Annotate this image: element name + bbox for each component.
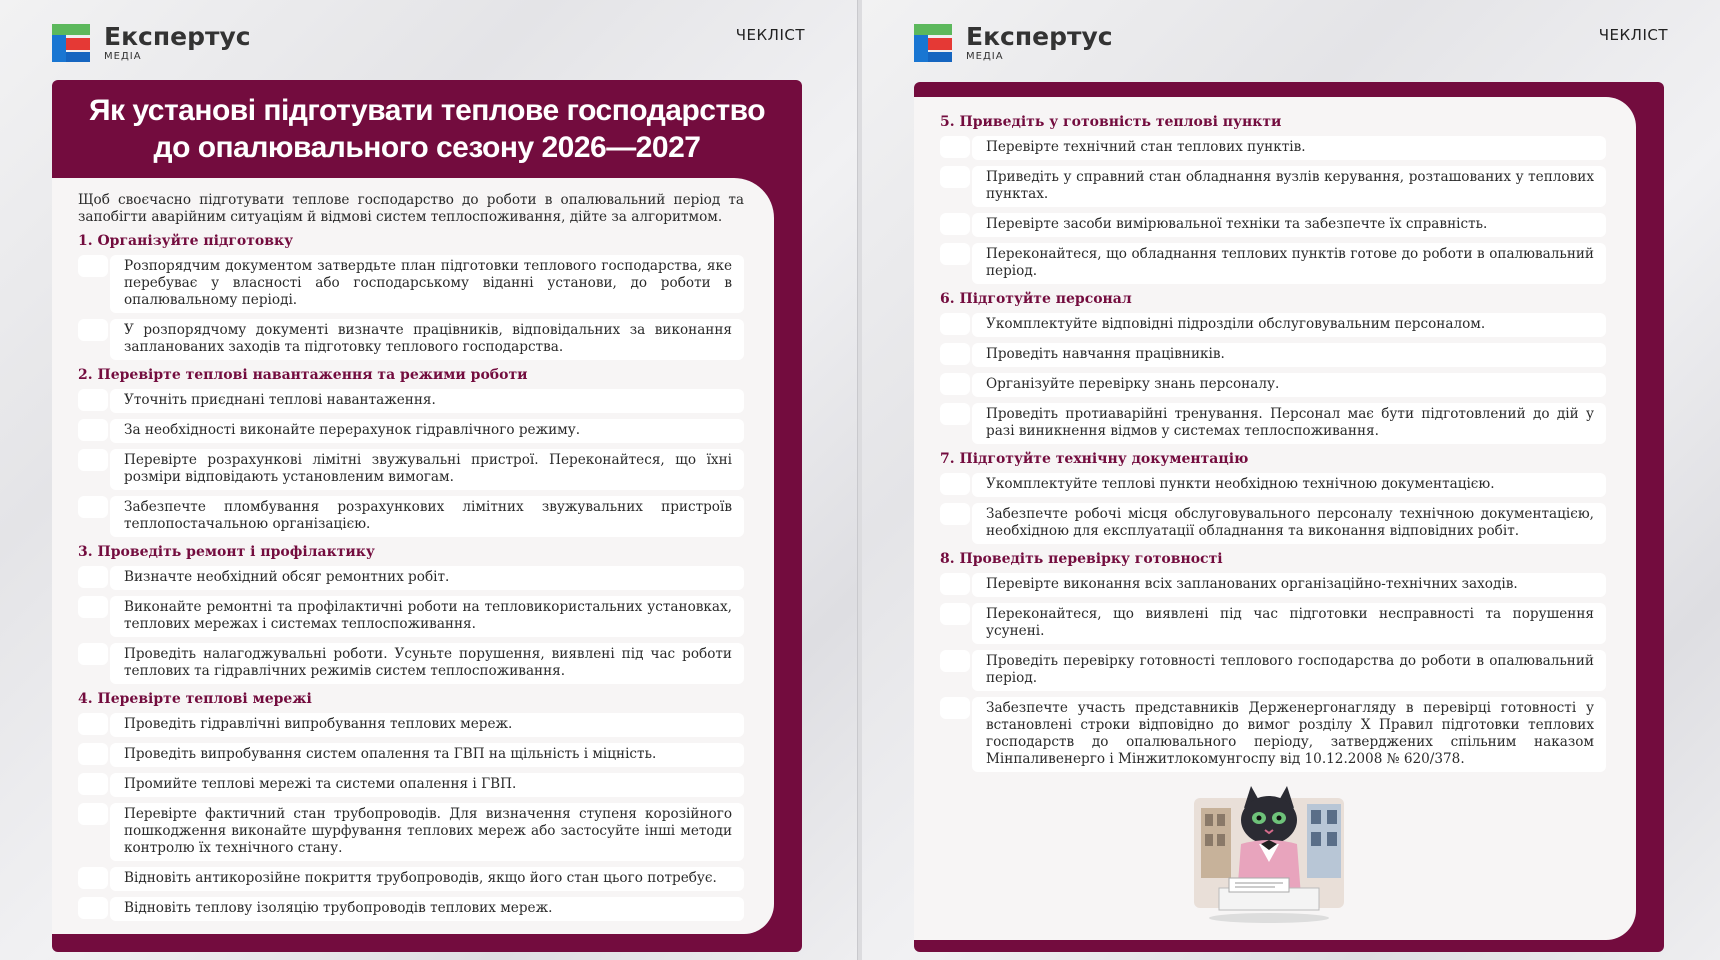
checklist-body [914, 97, 1636, 940]
checklist-item [78, 319, 744, 360]
checklist-label: ЧЕКЛІСТ [735, 26, 805, 44]
checklist-item-text: Забезпечте пломбування розрахункових лімітних звужувальних пристроїв теплопостачальною організацією. [110, 496, 744, 537]
checklist-item [940, 213, 1606, 237]
checkbox[interactable] [940, 650, 970, 672]
checklist-item [78, 803, 744, 861]
checklist-item-text: Визначте необхідний обсяг ремонтних робіт. [110, 566, 744, 590]
checklist-item [940, 473, 1606, 497]
checklist-card [914, 82, 1664, 952]
checkbox[interactable] [940, 603, 970, 625]
checklist-item-text: Уточніть приєднані теплові навантаження. [110, 389, 744, 413]
checklist-item [940, 166, 1606, 207]
checkbox[interactable] [78, 773, 108, 795]
checklist-content [78, 192, 744, 927]
page-left [0, 0, 858, 960]
checklist-item-text: Перевірте засоби вимірювальної техніки та забезпечте їх справність. [972, 213, 1606, 237]
checklist-item [78, 643, 744, 684]
checklist-item-text: Забезпечте участь представників Держенергонагляду в перевірці готовності у встановлені строки відповідно до вимог розділу X Правил підготовки теплових господарств до опалювального періоду, затверджених спільним наказом Мінпаливенерго і Мінжитлокомунгоспу від 10.12.2008 № 620/378. [972, 697, 1606, 772]
checklist-label: ЧЕКЛІСТ [1598, 26, 1668, 44]
page-right [862, 0, 1720, 960]
checklist-item [940, 573, 1606, 597]
brand-logo[interactable] [52, 24, 251, 62]
page-header [52, 20, 805, 68]
checklist-item-text: Проведіть гідравлічні випробування теплових мереж. [110, 713, 744, 737]
cat-accountant-illustration [1189, 778, 1349, 928]
checklist-item [940, 697, 1606, 772]
section-heading: 8. Проведіть перевірку готовності [940, 551, 1223, 567]
brand-sub: МЕДІА [966, 51, 1004, 62]
checkbox[interactable] [940, 166, 970, 188]
checklist-item-text: Відновіть антикорозійне покриття трубопроводів, якщо його стан цього потребує. [110, 867, 744, 891]
checkbox[interactable] [78, 319, 108, 341]
checklist-item-text: Перевірте фактичний стан трубопроводів. Для визначення ступеня корозійного пошкодження виконайте шурфування теплових мереж або застосуйте інші методи контролю їх технічного стану. [110, 803, 744, 861]
checklist-item-text: Укомплектуйте відповідні підрозділи обслуговувальним персоналом. [972, 313, 1606, 337]
brand-name: Експертус [966, 22, 1113, 51]
checklist-item-text: Організуйте перевірку знань персоналу. [972, 373, 1606, 397]
brand-name: Експертус [104, 22, 251, 51]
logo-mark-icon [52, 24, 90, 62]
checklist-item [78, 496, 744, 537]
checkbox[interactable] [940, 313, 970, 335]
checkbox[interactable] [78, 596, 108, 618]
checkbox[interactable] [78, 713, 108, 735]
section-heading: 4. Перевірте теплові мережі [78, 691, 312, 707]
checkbox[interactable] [940, 343, 970, 365]
section-heading: 3. Проведіть ремонт і профілактику [78, 544, 375, 560]
checklist-item-text: Переконайтеся, що обладнання теплових пунктів готове до роботи в опалювальний період. [972, 243, 1606, 284]
checklist-item-text: У розпорядчому документі визначте працівників, відповідальних за виконання запланованих заходів та підготовку теплового господарства. [110, 319, 744, 360]
checklist-item [940, 313, 1606, 337]
brand-sub: МЕДІА [104, 51, 142, 62]
checkbox[interactable] [940, 503, 970, 525]
section-heading: 6. Підготуйте персонал [940, 291, 1132, 307]
checklist-item-text: Промийте теплові мережі та системи опалення і ГВП. [110, 773, 744, 797]
checklist-item [940, 603, 1606, 644]
checklist-item [940, 136, 1606, 160]
checklist-item [78, 867, 744, 891]
checklist-item-text: Приведіть у справний стан обладнання вузлів керування, розташованих у теплових пунктах. [972, 166, 1606, 207]
checkbox[interactable] [940, 213, 970, 235]
section-heading: 5. Приведіть у готовність теплові пункти [940, 114, 1282, 130]
title-line-2: до опалювального сезону 2026—2027 [153, 131, 701, 164]
checklist-card [52, 80, 802, 952]
checkbox[interactable] [940, 373, 970, 395]
checklist-item [78, 897, 744, 921]
checklist-item [940, 650, 1606, 691]
checklist-item-text: Проведіть перевірку готовності теплового господарства до роботи в опалювальний період. [972, 650, 1606, 691]
checklist-item [940, 343, 1606, 367]
checklist-item-text: Виконайте ремонтні та профілактичні роботи на тепловикористальних установках, теплових мережах і системах теплоспоживання. [110, 596, 744, 637]
checklist-item [940, 243, 1606, 284]
checklist-item [78, 389, 744, 413]
checkbox[interactable] [940, 573, 970, 595]
checklist-item-text: Перевірте виконання всіх запланованих організаційно-технічних заходів. [972, 573, 1606, 597]
checklist-item [940, 503, 1606, 544]
checklist-item-text: Проведіть випробування систем опалення та ГВП на щільність і міцність. [110, 743, 744, 767]
checklist-item [78, 773, 744, 797]
checkbox[interactable] [940, 403, 970, 425]
section-heading: 2. Перевірте теплові навантаження та режими роботи [78, 367, 528, 383]
checklist-body [52, 178, 774, 934]
checklist-item [78, 449, 744, 490]
checklist-item [940, 403, 1606, 444]
checklist-item [78, 419, 744, 443]
checklist-item [78, 743, 744, 767]
brand-logo[interactable] [914, 24, 1113, 62]
checklist-item-text: Переконайтеся, що виявлені під час підготовки несправності та порушення усунені. [972, 603, 1606, 644]
checkbox[interactable] [940, 473, 970, 495]
section-heading: 7. Підготуйте технічну документацію [940, 451, 1249, 467]
checklist-item-text: Перевірте технічний стан теплових пунктів. [972, 136, 1606, 160]
checkbox[interactable] [940, 136, 970, 158]
checklist-item-text: Проведіть налагоджувальні роботи. Усуньте порушення, виявлені під час роботи теплових та гідравлічних режимів систем теплоспоживання. [110, 643, 744, 684]
checkbox[interactable] [78, 255, 108, 277]
checklist-item-text: Укомплектуйте теплові пункти необхідною технічною документацією. [972, 473, 1606, 497]
checkbox[interactable] [78, 643, 108, 665]
checklist-item [78, 713, 744, 737]
checkbox[interactable] [940, 243, 970, 265]
section-heading: 1. Організуйте підготовку [78, 233, 294, 249]
checklist-item-text: Відновіть теплову ізоляцію трубопроводів теплових мереж. [110, 897, 744, 921]
title-line-1: Як установі підготувати теплове господарство [88, 94, 766, 127]
checkbox[interactable] [78, 389, 108, 411]
page-title [52, 92, 802, 166]
intro-text: Щоб своєчасно підготувати теплове господарство до роботи в опалювальний період та запобігти аварійним ситуаціям й відмові систем теплоспоживання, дійте за алгоритмом. [78, 192, 744, 225]
checkbox[interactable] [78, 897, 108, 919]
checklist-content [940, 113, 1606, 778]
checklist-item-text: Розпорядчим документом затвердьте план підготовки теплового господарства, яке перебуває у власності або господарському віданні установи, до роботи в опалювальному періоді. [110, 255, 744, 313]
checkbox[interactable] [78, 449, 108, 471]
checkbox[interactable] [78, 743, 108, 765]
checklist-item [78, 255, 744, 313]
checkbox[interactable] [940, 697, 970, 719]
checklist-item-text: Забезпечте робочі місця обслуговувального персоналу технічною документацією, необхідною для експлуатації обладнання та виконання відповідних робіт. [972, 503, 1606, 544]
checkbox[interactable] [78, 803, 108, 825]
checklist-item-text: За необхідності виконайте перерахунок гідравлічного режиму. [110, 419, 744, 443]
page-header [914, 20, 1668, 68]
checklist-item [940, 373, 1606, 397]
checklist-item-text: Проведіть протиаварійні тренування. Персонал має бути підготовлений до дій у разі виникнення відмов у системах теплоспоживання. [972, 403, 1606, 444]
checkbox[interactable] [78, 496, 108, 518]
checklist-item [78, 566, 744, 590]
checkbox[interactable] [78, 566, 108, 588]
checkbox[interactable] [78, 419, 108, 441]
checkbox[interactable] [78, 867, 108, 889]
checklist-item-text: Перевірте розрахункові лімітні звужувальні пристрої. Переконайтеся, що їхні розміри відповідають установленим вимогам. [110, 449, 744, 490]
checklist-item [78, 596, 744, 637]
checklist-item-text: Проведіть навчання працівників. [972, 343, 1606, 367]
logo-mark-icon [914, 24, 952, 62]
